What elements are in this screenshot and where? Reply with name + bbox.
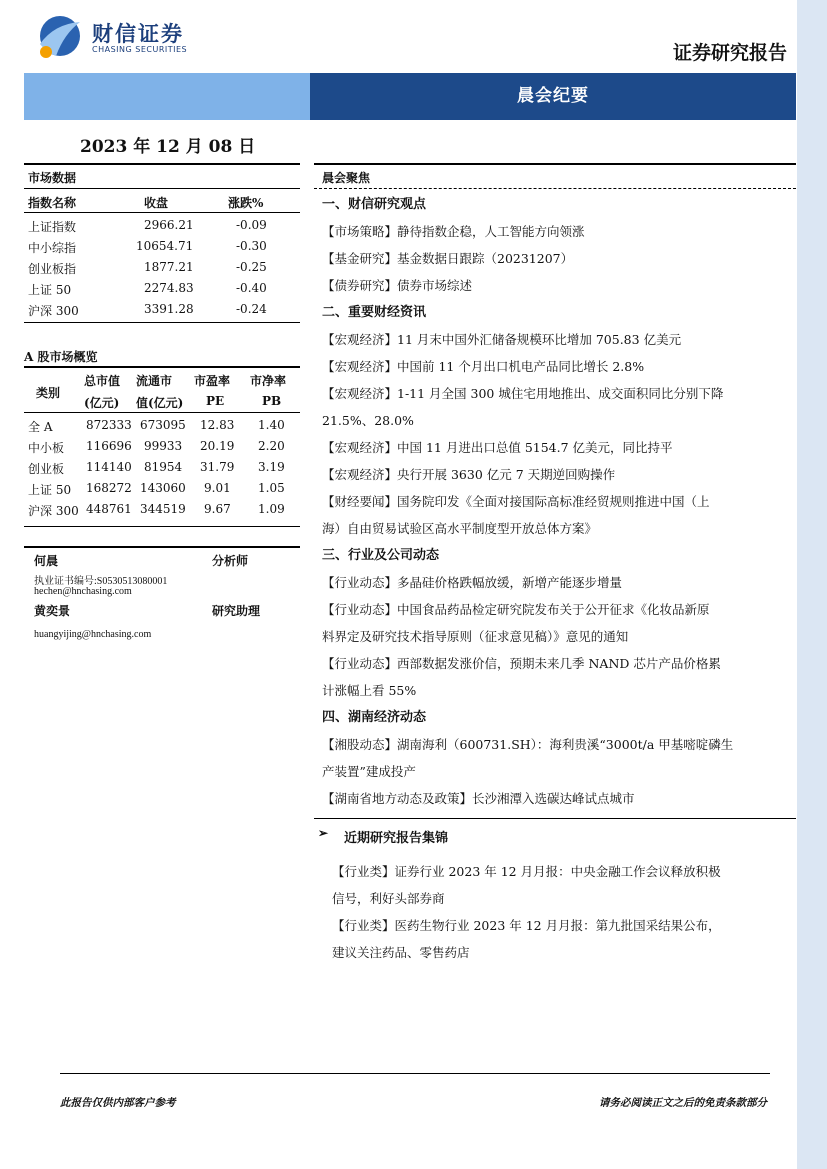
table-cell: 143060 (140, 481, 186, 495)
table-cell: 上证指数 (28, 220, 77, 234)
logo-text: 财信证券 (92, 22, 184, 46)
table-cell: 2274.83 (144, 281, 194, 295)
analyst-name: 黄奕景 (34, 604, 71, 618)
analyst-email[interactable]: huangyijing@hnchasing.com (34, 629, 152, 640)
divider (24, 366, 300, 368)
list-item: 【市场策略】静待指数企稳，人工智能方向领涨 (322, 224, 585, 239)
table-cell: 448761 (86, 502, 132, 516)
table-cell: 99933 (144, 439, 183, 453)
ashare-title: A 股市场概览 (24, 350, 98, 364)
table-cell: -0.30 (236, 239, 267, 253)
focus-list (322, 191, 790, 812)
section-heading: 一、财信研究观点 (322, 197, 427, 212)
analyst-role: 分析师 (212, 554, 249, 568)
column-header: PE (206, 394, 225, 408)
divider (314, 163, 796, 165)
list-item: 【行业动态】中国食品药品检定研究院发布关于公开征求《化妆品新原 (322, 602, 710, 617)
list-item: 【行业动态】多晶硅价格跌幅放缓，新增产能逐步增量 (322, 575, 623, 590)
list-item: 【财经要闻】国务院印发《全面对接国际高标准经贸规则推进中国（上 (322, 494, 710, 509)
table-cell: -0.09 (236, 218, 267, 232)
divider (24, 526, 300, 527)
footer-left-note: 此报告仅供内部客户参考 (60, 1097, 176, 1109)
table-cell: 673095 (140, 418, 186, 432)
column-header: 指数名称 (28, 196, 77, 210)
market-data-table (24, 192, 300, 322)
table-cell: 9.01 (204, 481, 231, 495)
focus-title: 晨会聚焦 (322, 171, 371, 185)
list-item: 【行业动态】西部数据发涨价信，预期未来几季 NAND 芯片产品价格累 (322, 656, 721, 671)
table-cell: 31.79 (200, 460, 235, 474)
table-cell: 沪深 300 (28, 304, 79, 318)
column-header: 类别 (36, 386, 61, 400)
table-cell: 1.09 (258, 502, 285, 516)
divider (314, 818, 796, 819)
divider (24, 322, 300, 323)
divider (24, 546, 300, 548)
divider (24, 163, 300, 165)
list-item: 计涨幅上看 55% (322, 683, 417, 698)
report-link[interactable]: 【行业类】证券行业 2023 年 12 月月报：中央金融工作会议释放积极 (332, 864, 721, 879)
divider (24, 212, 300, 213)
column-header: 值(亿元) (136, 396, 184, 410)
report-link[interactable]: 建议关注药品、零售药店 (332, 945, 470, 960)
footer-divider (60, 1073, 770, 1074)
footer-disclaimer-note: 请务必阅读正文之后的免责条款部分 (599, 1097, 767, 1109)
list-item: 【基金研究】基金数据日跟踪（20231207） (322, 251, 574, 266)
report-link[interactable]: 【行业类】医药生物行业 2023 年 12 月月报：第九批国采结果公布， (332, 918, 721, 933)
market-data-title: 市场数据 (28, 171, 77, 185)
section-heading: 三、行业及公司动态 (322, 548, 440, 563)
table-cell: 上证 50 (28, 483, 72, 497)
table-cell: 创业板 (28, 462, 65, 476)
analyst-role: 研究助理 (212, 604, 261, 618)
arrow-icon: ➢ (318, 826, 329, 840)
table-cell: 1.40 (258, 418, 285, 432)
recent-reports-list (332, 858, 792, 966)
table-cell: 344519 (140, 502, 186, 516)
logo-english-text: CHASING SECURITIES (92, 45, 188, 54)
table-cell: 上证 50 (28, 283, 72, 297)
report-type-label: 证券研究报告 (672, 42, 787, 64)
table-cell: 1877.21 (144, 260, 194, 274)
table-cell: -0.40 (236, 281, 267, 295)
table-cell: 12.83 (200, 418, 235, 432)
divider (24, 412, 300, 413)
list-item: 产装置”建成投产 (322, 764, 416, 779)
table-cell: 全 A (28, 420, 53, 434)
column-header: 市净率 (250, 374, 287, 388)
table-cell: 116696 (86, 439, 132, 453)
analyst-email[interactable]: hechen@hnchasing.com (34, 586, 132, 597)
table-cell: 沪深 300 (28, 504, 79, 518)
column-header: (亿元) (84, 396, 120, 410)
table-cell: 81954 (144, 460, 183, 474)
column-header: 收盘 (144, 196, 169, 210)
list-item: 【债券研究】债券市场综述 (322, 278, 473, 293)
table-cell: 2.20 (258, 439, 285, 453)
table-cell: 中小综指 (28, 241, 77, 255)
table-cell: 168272 (86, 481, 132, 495)
list-item: 【宏观经济】央行开展 3630 亿元 7 天期逆回购操作 (322, 467, 616, 482)
table-cell: 114140 (86, 460, 132, 474)
ashare-table (24, 370, 300, 528)
column-header: 流通市 (136, 374, 173, 388)
recent-reports-title: 近期研究报告集锦 (344, 831, 449, 846)
list-item: 【湖南省地方动态及政策】长沙湘潭入选碳达峰试点城市 (322, 791, 635, 806)
column-header: 市盈率 (194, 374, 231, 388)
list-item: 【宏观经济】11 月末中国外汇储备规模环比增加 705.83 亿美元 (322, 332, 682, 347)
table-cell: 3.19 (258, 460, 285, 474)
list-item: 料界定及研究技术指导原则（征求意见稿）》意见的通知 (322, 629, 629, 644)
section-heading: 四、湖南经济动态 (322, 710, 427, 725)
column-header: 涨跌% (228, 196, 264, 210)
report-date: 2023 年 12 月 08 日 (80, 137, 256, 157)
table-cell: 9.67 (204, 502, 231, 516)
table-cell: 1.05 (258, 481, 285, 495)
banner-title: 晨会纪要 (517, 86, 589, 106)
section-heading: 二、重要财经资讯 (322, 305, 427, 320)
list-item: 【湘股动态】湖南海利（600731.SH）：海利贵溪“3000t/a 甲基嘧啶磷生 (322, 737, 734, 752)
side-band (797, 0, 827, 1169)
table-cell: 2966.21 (144, 218, 194, 232)
column-header: 总市值 (84, 374, 121, 388)
table-cell: -0.25 (236, 260, 267, 274)
banner-left-block (24, 73, 310, 120)
table-cell: -0.24 (236, 302, 267, 316)
list-item: 21.5%、28.0% (322, 413, 414, 428)
logo-icon (34, 14, 84, 60)
divider (24, 188, 300, 189)
divider (314, 188, 796, 189)
table-cell: 3391.28 (144, 302, 194, 316)
analyst-cert: 执业证书编号:S0530513080001 (34, 576, 168, 587)
list-item: 海）自由贸易试验区高水平制度型开放总体方案》 (322, 521, 598, 536)
column-header: PB (262, 394, 282, 408)
table-cell: 872333 (86, 418, 132, 432)
list-item: 【宏观经济】1-11 月全国 300 城住宅用地推出、成交面积同比分别下降 (322, 386, 724, 401)
report-link[interactable]: 信号，利好头部券商 (332, 891, 445, 906)
list-item: 【宏观经济】中国前 11 个月出口机电产品同比增长 2.8% (322, 359, 645, 374)
table-cell: 10654.71 (136, 239, 194, 253)
table-cell: 20.19 (200, 439, 235, 453)
table-cell: 创业板指 (28, 262, 77, 276)
list-item: 【宏观经济】中国 11 月进出口总值 5154.7 亿美元，同比持平 (322, 440, 673, 455)
table-cell: 中小板 (28, 441, 65, 455)
analyst-name: 何晨 (34, 554, 59, 568)
